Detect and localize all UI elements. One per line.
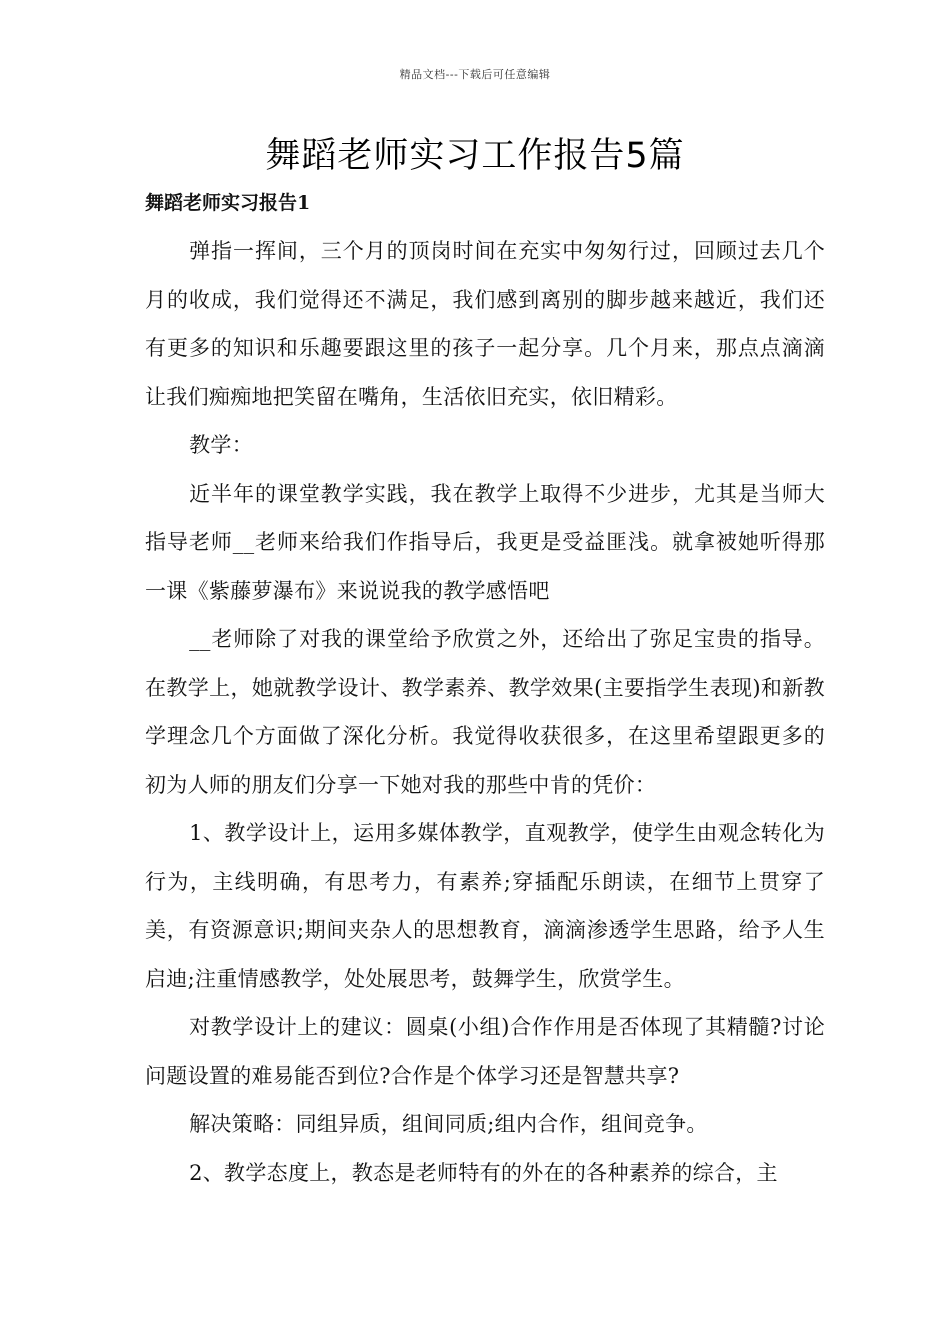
- paragraph: 教学：: [189, 433, 253, 457]
- body-text: [145, 227, 825, 1197]
- paragraph: 近半年的课堂教学实践，我在教学上取得不少进步，尤其是当师大指导老师__老师来给我们作指导后，我更是受益匪浅。就拿被她听得那一课《紫藤萝瀑布》来说说我的教学感悟吧: [145, 481, 825, 603]
- paragraph: 解决策略：同组异质，组间同质;组内合作，组间竞争。: [189, 1112, 708, 1136]
- header-note: 精品文档---下载后可任意编辑: [399, 68, 551, 81]
- paragraph: 弹指一挥间，三个月的顶岗时间在充实中匆匆行过，回顾过去几个月的收成，我们觉得还不满足，我们感到离别的脚步越来越近，我们还有更多的知识和乐趣要跟这里的孩子一起分享。几个月来，那点点滴滴让我们痴痴地把笑留在嘴角，生活依旧充实，依旧精彩。: [145, 239, 825, 409]
- section-heading: 舞蹈老师实习报告1: [145, 192, 311, 214]
- paragraph: 2、教学态度上，教态是老师特有的外在的各种素养的综合，主: [189, 1160, 778, 1185]
- paragraph: 1、教学设计上，运用多媒体教学，直观教学，使学生由观念转化为行为，主线明确，有思考力，有素养;穿插配乐朗读，在细节上贯穿了美，有资源意识;期间夹杂人的思想教育，滴滴渗透学生思路，给予人生启迪;注重情感教学，处处展思考，鼓舞学生，欣赏学生。: [145, 821, 825, 991]
- paragraph: __老师除了对我的课堂给予欣赏之外，还给出了弥足宝贵的指导。在教学上，她就教学设计、教学素养、教学效果(主要指学生表现)和新教学理念几个方面做了深化分析。我觉得收获很多，在这里希望跟更多的初为人师的朋友们分享一下她对我的那些中肯的凭价：: [145, 627, 825, 797]
- paragraph: 对教学设计上的建议：圆桌(小组)合作作用是否体现了其精髓?讨论问题设置的难易能否到位?合作是个体学习还是智慧共享?: [145, 1015, 825, 1088]
- document-title: 舞蹈老师实习工作报告5篇: [265, 136, 685, 176]
